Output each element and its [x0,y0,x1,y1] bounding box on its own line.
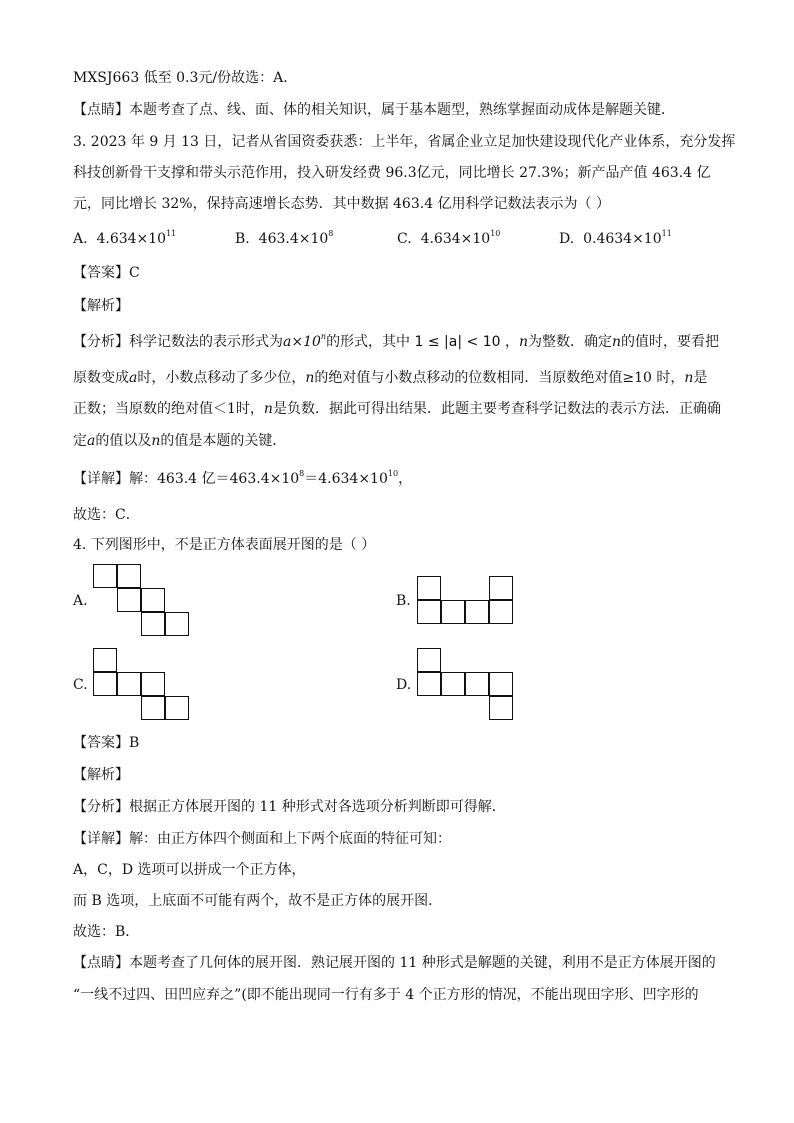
var-n: n [305,370,315,386]
q4-detail-2: A，C，D 选项可以拼成一个正方体， [73,862,306,878]
figure-d-label: D. [396,677,412,693]
var-a: a [87,433,96,449]
fenxi-tag: 【分析】 [73,334,129,350]
q3-analysis-tag: 【解析】 [73,298,129,314]
q3-option-b [235,229,333,249]
figure-b-label: B. [396,593,411,609]
detail-tag: 【详解】 [73,831,129,847]
var-n: n [263,401,273,417]
option-letter: C. [397,231,412,247]
var-n: n [684,370,694,386]
text: 根据正方体展开图的 11 种形式对各选项分析判断即可得解． [129,799,506,815]
square [141,672,165,696]
text: 为整数．确定 [528,334,612,350]
answer-tag: 【答案】 [73,735,129,751]
text: ＝4.634×10 [304,471,388,487]
q3-fenxi-line-1 [73,332,719,352]
q4-comment [73,953,716,973]
square [117,564,141,588]
option-letter: B. [235,231,250,247]
formula-base: a×10 [283,334,321,350]
figure-a-net [93,564,193,638]
q3-option-a [73,229,176,249]
option-exp: 8 [328,229,334,238]
fenxi-tag: 【分析】 [73,799,129,815]
exp: 8 [299,469,305,478]
square [141,588,165,612]
option-base: 4.634×10 [420,231,491,247]
q4-choose: 故选：B． [73,924,140,940]
text: 是 [693,370,708,386]
text: 时，小数点移动了多少位， [137,370,306,386]
q3-fenxi-line-4 [73,431,286,451]
q4-detail [73,829,451,849]
square [489,696,513,720]
square [93,564,117,588]
text: 的值是本题的关键． [160,433,287,449]
text: 的值以及 [95,433,152,449]
square [93,672,117,696]
square [141,696,165,720]
answer-tag: 【答案】 [73,265,129,281]
option-letter: A. [73,231,88,247]
square [489,600,513,624]
q4-fenxi [73,797,506,817]
q4-stem: 4. 下列图形中，不是正方体表面展开图的是（ ） [73,537,376,553]
q3-option-d [559,229,672,249]
option-base: 4.634×10 [96,231,167,247]
q3-stem-line-3: 元，同比增长 32%，保持高速增长态势．其中数据 463.4 亿用科学记数法表示为（ ） [73,196,610,212]
detail-tag: 【详解】 [73,471,129,487]
square [165,696,189,720]
option-exp: 11 [661,229,672,238]
option-base: 463.4×10 [258,231,329,247]
square [489,672,513,696]
square [165,612,189,636]
option-letter: D. [559,231,575,247]
exp: 10 [387,469,399,478]
option-base: 0.4634×10 [583,231,662,247]
text: 正数；当原数的绝对值＜1时， [73,401,264,417]
square [117,588,141,612]
formula-exp: n [320,332,327,341]
q3-detail [73,469,412,489]
q4-answer [73,733,139,753]
var-n: n [518,334,528,350]
var-a: a [129,370,138,386]
text: 定 [73,433,87,449]
q3-option-c [397,229,500,249]
figure-d-net [417,648,517,722]
square [417,576,441,600]
answer-value: C [129,265,140,281]
q4-detail-3: 而 B 选项，上底面不可能有两个，故不是正方体的展开图． [73,893,443,909]
q3-stem-line-1: 3. 2023 年 9 月 13 日，记者从省国资委获悉：上半年，省属企业立足加快建设现代化产业体系，充分发挥 [73,134,736,150]
text: 的形式，其中 [326,334,411,350]
square [93,648,117,672]
square [417,648,441,672]
figure-b-net [417,576,517,626]
text: ， [504,334,519,350]
square [465,672,489,696]
square [441,600,465,624]
inequality: 1 ≤ |a| < 10 [414,334,501,350]
comment-tag: 【点睛】 [73,955,129,971]
figure-c-label: C. [73,677,88,693]
square [141,612,165,636]
comment-tag: 【点睛】 [73,102,129,118]
q4-analysis-tag: 【解析】 [73,767,129,783]
q3-choose: 故选：C． [73,507,140,523]
figure-c-net [93,648,193,722]
q3-stem-line-2: 科技创新骨干支撑和带头示范作用，投入研发经费 96.3亿元，同比增长 27.3%；新产品产值 463.4 亿 [73,165,711,181]
q3-fenxi-line-2 [73,368,707,388]
text: 解：由正方体四个侧面和上下两个底面的特征可知： [129,831,451,847]
q3-fenxi-line-3 [73,399,721,419]
option-exp: 10 [490,229,501,238]
square [465,600,489,624]
text: 本题考查了几何体的展开图．熟记展开图的 11 种形式是解题的关键，利用不是正方体展开图的 [129,955,716,971]
text: 原数变成 [73,370,129,386]
top-comment [73,100,675,120]
comment-text: 本题考查了点、线、面、体的相关知识，属于基本题型，熟练掌握面动成体是解题关键． [129,102,675,118]
square [489,576,513,600]
square [417,672,441,696]
text: 科学记数法的表示形式为 [129,334,283,350]
top-line-1: MXSJ663 低至 0.3元/份故选：A． [73,70,298,86]
square [441,672,465,696]
text: 解：463.4 亿＝463.4×10 [129,471,300,487]
q3-answer [73,263,140,283]
formula [283,334,326,350]
square [117,672,141,696]
option-exp: 11 [166,229,177,238]
text: 的绝对值与小数点移动的位数相同．当原数绝对值≥10 时， [314,370,685,386]
q4-comment-2: “一线不过四、田凹应弃之”(即不能出现同一行有多于 4 个正方形的情况，不能出现田字形、凹字形的 [73,987,699,1003]
figure-a-label: A. [73,593,88,609]
var-n: n [151,433,161,449]
var-n: n [612,334,622,350]
answer-value: B [129,735,140,751]
text: 的值时，要看把 [621,334,720,350]
square [417,600,441,624]
text: 是负数．据此可得出结果．此题主要考查科学记数法的表示方法．正确确 [272,401,721,417]
text: ， [398,471,413,487]
